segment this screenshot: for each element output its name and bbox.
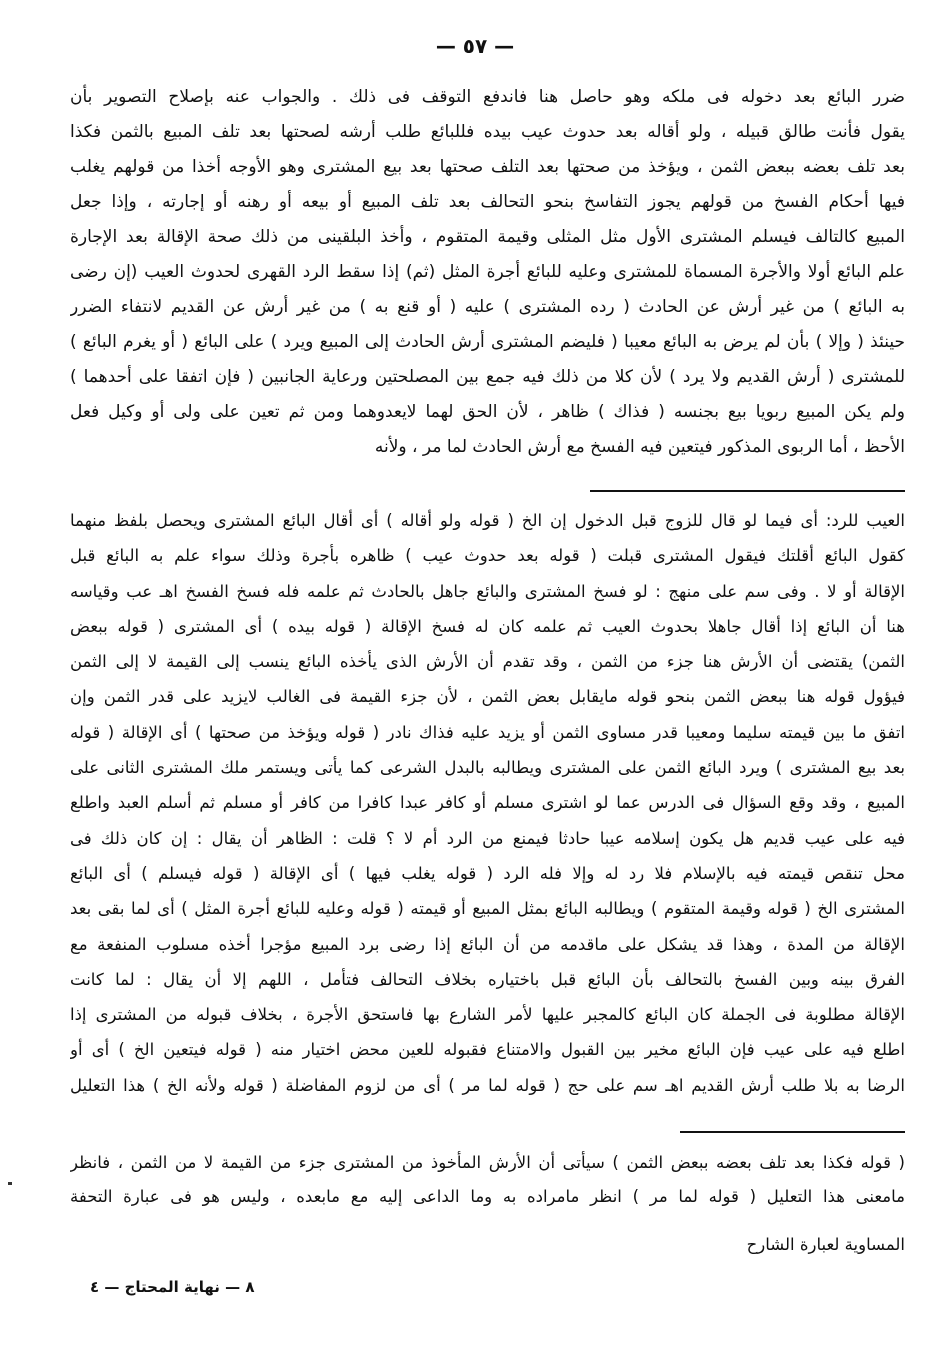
text-line: بعد تلف بعضه ببعض الثمن ، ويؤخذ من صحتها بعد التلف صحتها بعد بيع المشترى وهو الأوجه أخذا من قولهم يغلب	[70, 157, 905, 177]
second-footnote	[70, 1146, 905, 1262]
text-line: المساوية لعبارة الشارح	[746, 1235, 905, 1254]
text-line: المشترى الخ ( قوله وقيمة المتقوم ) ويطالبه البائع بمثل المبيع أو قيمته ( قوله وعليه للبائع أجرة المثل ) أى لما بقى بعد	[70, 899, 905, 919]
text-line: محل تنقص قيمته فيه بالإسلام فلا رد له وإلا فله الرد ( قوله يغلب فيها ) أى الإقالة ( قوله فيسلم ) أى البائع	[70, 863, 905, 883]
text-line: الإقالة مطلوبة فى الجملة كان البائع كالمجبر عليها لأمر الشارع بها فاستحق الأجرة ، بخلاف قبوله من المشترى إذا	[70, 1005, 905, 1025]
text-line: الثمن) يقتضى أن الأرش هنا جزء من الثمن ، وقد تقدم أن الأرش الذى يأخذه البائع ينسب إلى القيمة لا إلى الثمن	[70, 652, 905, 672]
text-line: كقول البائع أقلتك فيقول المشترى قبلت ( قوله بعد حدوث عيب ) ظاهره بأجرة وذلك سواء علم به البائع قبل	[70, 546, 905, 566]
text-line: فيها أحكام الفسخ من قولهم يجوز التفاسخ بنحو التحالف بعد تلف المبيع أو بيعه أو رهنه أو إجارته ، وإذا جعل	[70, 192, 905, 212]
text-line: الأحظ ، أما الربوى المذكور فيتعين فيه الفسخ مع أرش الحادث لما مر ، ولأنه	[374, 437, 905, 457]
text-line: مامعنى هذا التعليل ( قوله لما مر ) انظر مامراده به وما الداعى إليه مع مابعده ، وليس هو فى عبارة التحفة	[70, 1187, 905, 1206]
second-footnote-divider	[680, 1131, 905, 1133]
text-line: اطلع فيه على عيب فإن البائع مخير بين القبول والامتناع فقبوله للعين محض اختيار منه ( قوله فيتعين الخ ) أى أو	[70, 1040, 905, 1060]
signature-footer: ٨ — نهاية المحتاج — ٤	[90, 1278, 255, 1296]
text-line: فيه على عيب قديم هل يكون إسلامه عيبا حادثا فيمنع من الرد أم لا ؟ قلت : الظاهر أن يقال : إن كان ذلك فى	[70, 828, 905, 848]
footnote-commentary	[70, 503, 905, 1103]
page-number: — ٥٧ —	[435, 34, 515, 58]
text-line: ( قوله فكذا بعد تلف بعضه ببعض الثمن ) سيأتى أن الأرش المأخوذ من المشترى جزء من القيمة لا من الثمن ، فانظر	[70, 1153, 905, 1172]
text-line: للمشترى ( أرش القديم ولا يرد ) لأن كلا من ذلك فيه جمع بين المصلحتين ورعاية الجانبين ( فإن اتفقا على أحدهما )	[70, 367, 905, 387]
text-line: علم البائع أولا والأجرة المسماة للمشترى وعليه للبائع أجرة المثل (ثم) إذا سقط الرد القهرى لحدوث العيب (إن رضى	[70, 262, 905, 282]
main-text	[70, 80, 905, 465]
text-line: المبيع ، وقد وقع السؤال فى الدرس عما لو اشترى مسلم أو كافر عبدا كافرا من كافر أو مسلم ثم أسلم العبد واطلع	[70, 793, 905, 813]
text-line: اتفق ما بين قيمته سليما ومعيبا قدر مساوى الثمن أو يزيد عليه فذاك نادر ( قوله ويؤخذ من صحتها ) أى الإقالة ( قوله	[70, 722, 905, 742]
text-line: الرضا به بلا طلب أرش القديم اهـ سم على حج ( قوله لما مر ) أى من لزوم المفاضلة ( قوله ولأنه الخ ) هذا التعليل	[70, 1075, 905, 1095]
text-line: المبيع كالتالف فيسلم المشترى الأول مثل المثلى وقيمة المتقوم ، وأخذ البلقينى من ذلك صحة الإقالة بعد الإجارة	[70, 227, 905, 247]
text-line: فيؤول قوله هنا ببعض الثمن بنحو قوله مايقابل بعض الثمن ، لأن جزء القيمة فى الغالب لايزيد على قدر الثمن وإن	[70, 687, 905, 707]
text-line: الإقالة من المدة ، وهذا قد يشكل على ماقدمه من أن البائع إذا رضى برد المبيع مؤجرا أخذه مسلوب المنفعة مع	[70, 934, 905, 954]
text-line: الإقالة أو لا . وفى سم على منهج : لو فسخ المشترى والبائع جاهل بالحادث ثم علمه فله فسخ الفسخ اهـ عب وقياسه	[70, 581, 905, 601]
scan-speck	[8, 1182, 12, 1185]
text-line: به البائع ) من غير أرش عن الحادث ( رده المشترى ) عليه ( أو قنع به ) من غير أرش عن القديم لانتفاء الضرر	[70, 297, 905, 317]
text-line: ولم يكن المبيع ربويا بيع بجنسه ( فذاك ) ظاهر ، لأن الحق لهما لايعدوهما ومن ثم تعين على ولى أو وكيل فعل	[70, 402, 905, 422]
text-line: حينئذ ( وإلا ) بأن لم يرض به البائع معيبا ( فليضم المشترى أرش الحادث إلى المبيع ويرد ) على البائع ( أو يغرم البائع )	[70, 332, 905, 352]
footnote-divider	[590, 490, 905, 492]
text-line: ضرر البائع بعد دخوله فى ملكه وهو حاصل هنا فاندفع التوقف فى ذلك . والجواب عنه بإصلاح التصوير بأن	[70, 87, 905, 107]
text-line: الفرق بينه وبين الفسخ بالتحالف بأن البائع قبل باختياره بخلاف التحالف فتأمل ، اللهم إلا أن يقال : لما كانت	[70, 969, 905, 989]
text-line: بعد بيع المشترى ) ويرد البائع الثمن على المشترى ويطالبه بالبدل الشرعى كما يأتى ويستمر ملك المشترى الثانى على	[70, 758, 905, 778]
text-line: العيب للرد: أى فيما لو قال للزوج قبل الدخول إن الخ ( قوله ولو أقاله ) أى أقال البائع المشترى ويحصل بلفظ منهما	[70, 511, 905, 530]
text-line: هنا أن البائع إذا أقال جاهلا بحدوث العيب ثم علمه كان له فسخ الإقالة ( قوله بيده ) أى المشترى ( قوله ببعض	[70, 616, 905, 636]
text-line: يقول فأنت طالق قبيله ، ولو أقاله بعد حدوث عيب بيده فللبائع طلب أرشه لصحتها بعد تلف المبيع بالثمن فكذا	[70, 122, 905, 142]
